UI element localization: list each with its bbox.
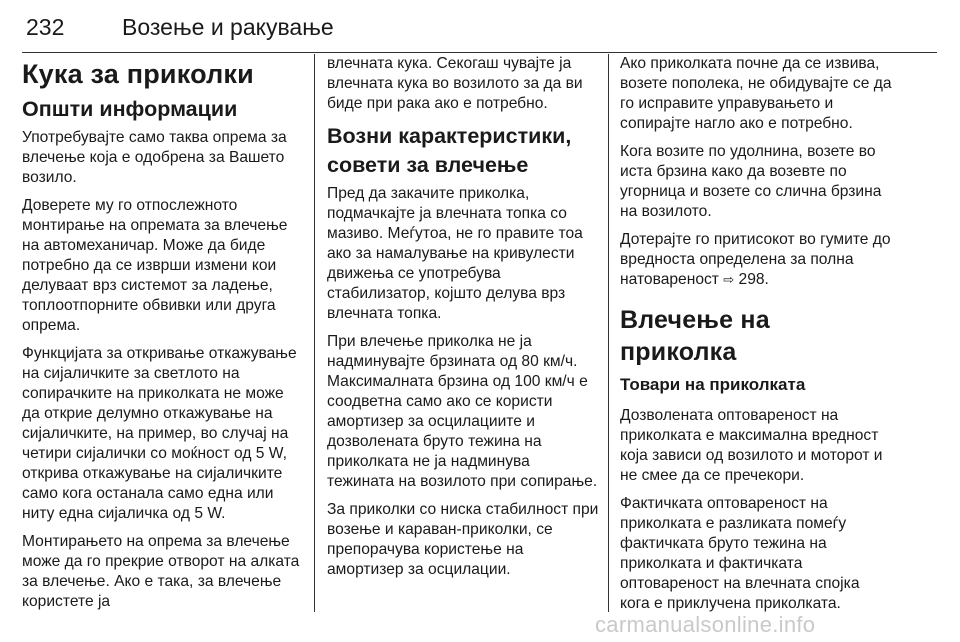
column-divider <box>314 54 315 612</box>
section-title: Влечење на приколка <box>620 306 770 366</box>
chapter-title: Возење и ракување <box>122 14 334 40</box>
page-number: 232 <box>26 14 65 40</box>
column-2 <box>327 54 599 588</box>
page-reference-link[interactable]: 298. <box>734 271 769 288</box>
paragraph: влечната кука. Секогаш чувајте ја влечната кука во возилото за да ви биде при рака ако е потребно. <box>327 55 583 112</box>
paragraph: Кога возите по удолнина, возете во иста брзина како да возевте по угорница и возете со слична брзина на возилото. <box>620 143 882 220</box>
column-divider <box>608 54 609 612</box>
column-1 <box>22 54 302 620</box>
header-divider <box>22 52 937 53</box>
paragraph <box>620 230 892 290</box>
paragraph: Дозволената оптовареност на приколката е максимална вредност која зависи од возилото и моторот и не смее да се пречекори. <box>620 407 883 484</box>
paragraph: Фактичката оптовареност на приколката е разликата помеѓу фактичката бруто тежина на приколката и фактичката оптовареност на влечната спојка кога е приклучена приколката. <box>620 495 860 612</box>
section-subheading: Товари на приколката <box>620 375 806 394</box>
paragraph: Употребувајте само таква опрема за влечење која е одобрена за Вашето возило. <box>22 129 287 186</box>
watermark-text: carmanualsonline.info <box>595 612 816 637</box>
section-heading: Општи информации <box>22 97 238 121</box>
paragraph: Монтирањето на опрема за влечење може да го прекрие отворот на алката за влечење. Ако е така, за влечење користете ја <box>22 533 300 610</box>
paragraph: Доверете му го отпослежното монтирање на опремата за влечење на автомеханичар. Може да биде потребно да се изврши измени кои делуваат врз системот за ладење, топлоотпорните обвивки или друга опрема. <box>22 197 288 334</box>
column-3 <box>620 54 892 622</box>
paragraph: Ако приколката почне да се извива, возете пополека, не обидувајте се да го исправите управувањето и сопирајте нагло ако е потребно. <box>620 55 892 132</box>
paragraph: За приколки со ниска стабилност при возење и караван-приколки, се препорачува користење на амортизер за осцилации. <box>327 501 599 578</box>
page-reference-arrow-icon: ⇨ <box>723 272 735 287</box>
paragraph: Пред да закачите приколка, подмачкајте ја влечната топка со мазиво. Меѓутоа, не го правите тоа ако за намалување на кривулести движења се употребува стабилизатор, којшто делува врз влечната топка. <box>327 185 583 322</box>
section-title: Кука за приколки <box>22 59 254 89</box>
paragraph-text: Дотерајте го притисокот во гумите до вредноста определена за полна натовареност <box>620 231 891 288</box>
paragraph: При влечење приколка не ја надминувајте брзината од 80 км/ч. Максималната брзина од 100 км/ч е соодветна само ако се користи амортизер за осцилациите и дозволената бруто тежина на приколката не ја надминува тежината на возилото при сопирање. <box>327 333 598 490</box>
page-header <box>22 14 937 54</box>
section-heading: Возни карактеристики, совети за влечење <box>327 124 572 177</box>
paragraph: Функцијата за откривање откажување на сијаличките за светлото на сопирачките на приколката не може да открие делумно откажување на сијаличките, на пример, во случај на четири сијалички со моќност од 5 W, открива откажување на сијаличките само кога останала само една или ниту една сијаличка од 5 W. <box>22 345 297 522</box>
